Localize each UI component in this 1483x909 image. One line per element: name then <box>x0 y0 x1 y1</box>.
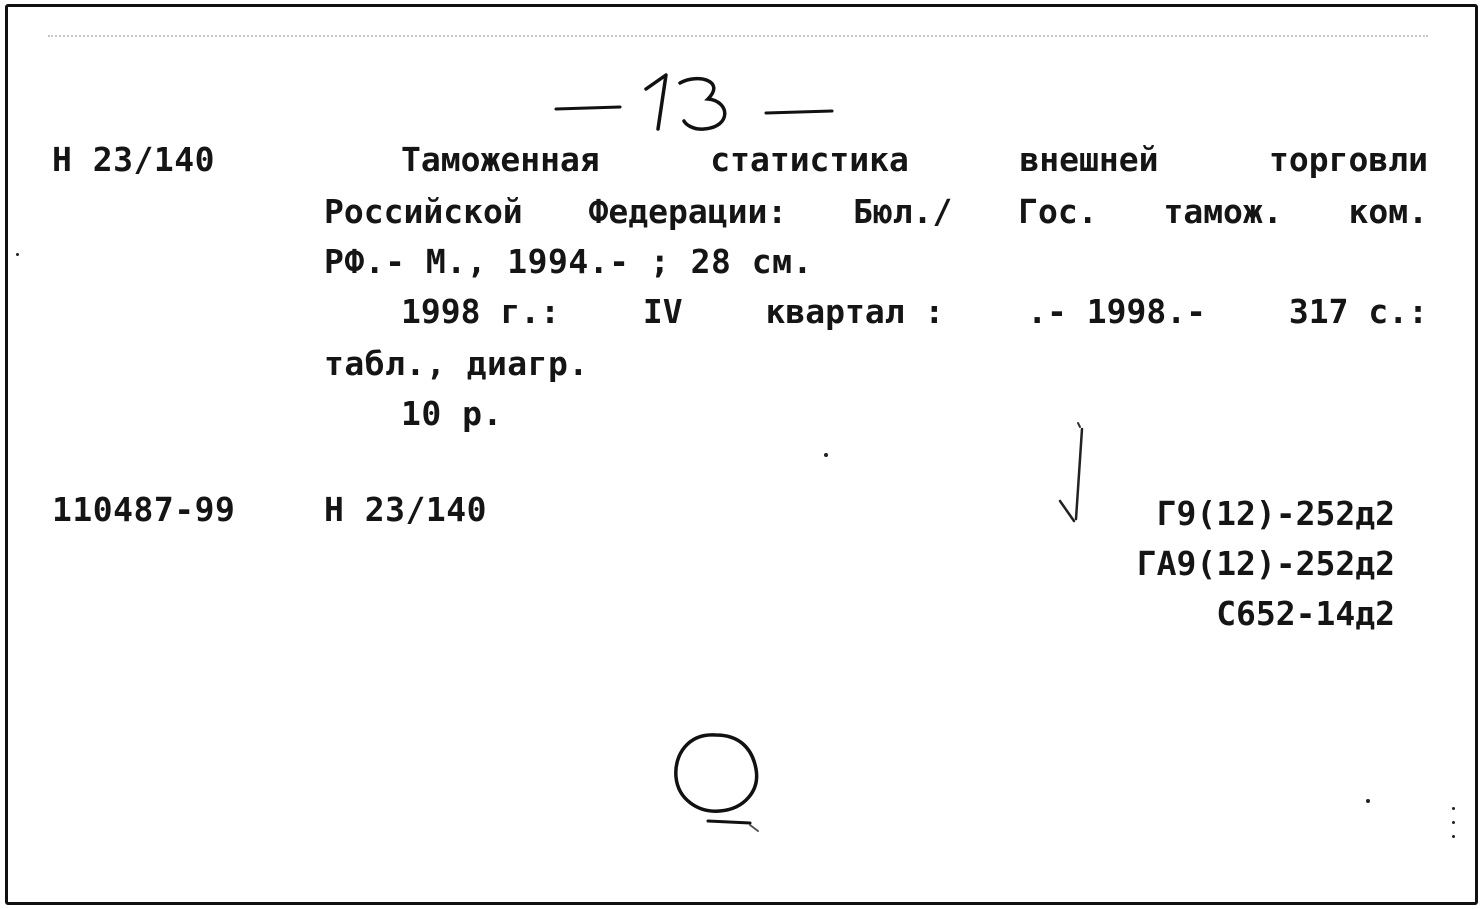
desc-word-1: Российской <box>324 192 523 231</box>
scan-speck <box>1452 821 1455 824</box>
volume-part-5: 317 с.: <box>1288 292 1428 331</box>
scan-speck <box>1366 799 1370 803</box>
top-dotted-noise <box>48 35 1428 39</box>
price: 10 р. <box>401 394 503 433</box>
volume-part-3: квартал : <box>765 292 945 331</box>
volume-part-2: IV <box>642 292 683 331</box>
classification-3: С652-14д2 <box>1216 594 1395 633</box>
title-word-4: торговли <box>1269 140 1428 179</box>
volume-part-1: 1998 г.: <box>401 292 560 331</box>
desc-word-3: Бюл./ <box>853 192 953 231</box>
scan-speck <box>1452 835 1455 838</box>
desc-word-5: тамож. <box>1163 192 1283 231</box>
punch-hole-icon <box>664 725 774 835</box>
volume-line <box>401 292 1428 331</box>
check-mark-icon <box>1058 419 1108 529</box>
title-word-3: внешней <box>1019 140 1159 179</box>
desc-word-6: ком. <box>1348 192 1428 231</box>
inventory-number: 110487-99 <box>52 490 236 529</box>
description-line-2 <box>324 192 1428 231</box>
title-word-2: статистика <box>710 140 909 179</box>
scan-speck <box>16 253 19 256</box>
title-word-1: Таможенная <box>401 140 600 179</box>
volume-line-2: табл., диагр. <box>324 344 589 383</box>
description-line-3: РФ.- М., 1994.- ; 28 см. <box>324 242 813 281</box>
inventory-shelfmark: Н 23/140 <box>324 490 487 529</box>
desc-word-4: Гос. <box>1018 192 1098 231</box>
title-line <box>401 140 1428 179</box>
desc-word-2: Федерации: <box>588 192 788 231</box>
classification-2: ГА9(12)-252д2 <box>1136 544 1395 583</box>
classification-1: Г9(12)-252д2 <box>1156 494 1395 533</box>
handwritten-page-number <box>548 67 848 147</box>
catalog-card <box>5 4 1478 905</box>
shelfmark: Н 23/140 <box>52 140 215 179</box>
scan-speck <box>1452 807 1455 810</box>
volume-part-4: .- 1998.- <box>1027 292 1206 331</box>
scan-speck <box>824 453 828 457</box>
